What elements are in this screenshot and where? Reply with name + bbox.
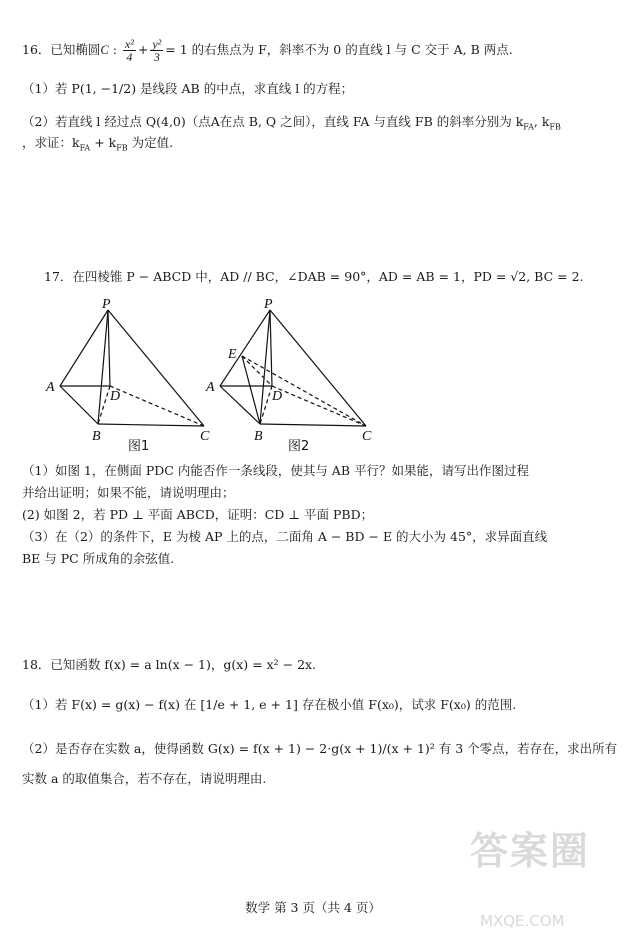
- q16-frac-x-den: 4: [126, 50, 133, 64]
- label-d: D: [110, 389, 121, 404]
- q16-frac-x: [123, 38, 136, 63]
- label-e: E: [228, 347, 237, 362]
- q16-prove-end: 为定值.: [127, 135, 174, 150]
- q18-part2-line2: 实数 a 的取值集合，若不存在，请说明理由.: [22, 771, 267, 786]
- edge-ab: [220, 386, 260, 424]
- watermark-url: MXQE.COM: [480, 912, 565, 930]
- q16-head-text: 16．已知椭圆: [22, 42, 101, 57]
- label-c: C: [200, 429, 210, 444]
- figure-1-caption: 图1: [128, 439, 150, 454]
- edge-pa: [60, 310, 108, 386]
- edge-dc: [272, 386, 366, 426]
- edge-bc: [98, 424, 204, 426]
- q16-prove-sub-fb: FB: [116, 143, 128, 153]
- label-b: B: [254, 429, 263, 444]
- q16-sub-fa: FA: [523, 122, 534, 132]
- q16-part2-mid: , k: [533, 114, 550, 129]
- label-d: D: [272, 389, 283, 404]
- q16-prove-mid: + k: [90, 135, 117, 150]
- q16-part1: （1）若 P(1, −1/2) 是线段 AB 的中点，求直线 l 的方程；: [22, 81, 354, 96]
- q16-part2-text: （2）若直线 l 经过点 Q(4,0)（点A在点 B, Q 之间），直线 FA 与直线 FB 的斜率分别为 k: [22, 114, 524, 129]
- edge-pd: [270, 310, 272, 386]
- page-footer: 数学 第 3 页（共 4 页）: [245, 900, 381, 915]
- q16-part2-line2: [22, 134, 173, 158]
- label-p: P: [264, 298, 273, 312]
- q17-heading: 17．在四棱锥 P − ABCD 中，AD // BC，∠DAB = 90°，AD = AB = 1，PD = √2, BC = 2.: [44, 269, 584, 284]
- q16-frac-y-den: 3: [153, 50, 160, 64]
- q16-head-rest: = 1 的右焦点为 F，斜率不为 0 的直线 l 与 C 交于 A, B 两点.: [165, 42, 513, 57]
- q18-heading: 18．已知函数 f(x) = a ln(x − 1)，g(x) = x² − 2x.: [22, 657, 317, 672]
- q18-part2-line1: （2）是否存在实数 a，使得函数 G(x) = f(x + 1) − 2·g(x + 1)/(x + 1)² 有 3 个零点，若存在，求出所有: [22, 741, 618, 756]
- q16-prove-sub-fa: FA: [79, 143, 91, 153]
- edge-ab: [60, 386, 98, 424]
- q17-figure-2: [198, 298, 384, 456]
- label-a: A: [206, 380, 215, 395]
- q16-heading: 16．已知椭圆C : $\frac{\text{x²}}{4}$ + $\frac{\text{y²}}{3}$ = 1 的右焦点为 F，斜率不为 0 的直线 l 与 C 交于 A, B 两点.: [22, 37, 513, 64]
- q17-part1-line1: （1）如图 1，在侧面 PDC 内能否作一条线段，使其与 AB 平行？如果能，请写出作图过程: [22, 463, 529, 478]
- q17-part3-line1: （3）在（2）的条件下，E 为棱 AP 上的点，二面角 A − BD − E 的大小为 45°，求异面直线: [22, 529, 548, 544]
- q16-part2-line1: [22, 113, 561, 137]
- q17-part1-line2: 并给出证明；如果不能，请说明理由；: [22, 485, 235, 500]
- q17-part3-line2: BE 与 PC 所成角的余弦值.: [22, 551, 175, 566]
- watermark-logo: 答案圈: [470, 829, 591, 873]
- label-a: A: [46, 380, 55, 395]
- label-c: C: [362, 429, 372, 444]
- q16-frac-y-num: y²: [152, 37, 162, 51]
- q16-sub-fb: FB: [549, 122, 561, 132]
- q16-ellipse-name: C: [100, 43, 109, 57]
- q16-frac-x-num: x²: [124, 37, 134, 51]
- edge-bc: [260, 424, 366, 426]
- edge-pc: [108, 310, 204, 426]
- q17-part2: (2) 如图 2，若 PD ⊥ 平面 ABCD，证明：CD ⊥ 平面 PBD；: [22, 507, 374, 522]
- edge-dc: [110, 386, 204, 426]
- figure-2-caption: 图2: [288, 439, 310, 454]
- q18-part1: （1）若 F(x) = g(x) − f(x) 在 [1/e + 1, e + 1] 存在极小值 F(x₀)，试求 F(x₀) 的范围.: [22, 697, 517, 712]
- label-b: B: [92, 429, 101, 444]
- edge-eb: [242, 356, 260, 424]
- edge-pd: [108, 310, 110, 386]
- label-p: P: [102, 298, 111, 312]
- edge-pc: [270, 310, 366, 426]
- q17-figure-1: [40, 298, 220, 456]
- q16-frac-y: [150, 38, 163, 63]
- q16-prove-text: ，求证：k: [22, 135, 80, 150]
